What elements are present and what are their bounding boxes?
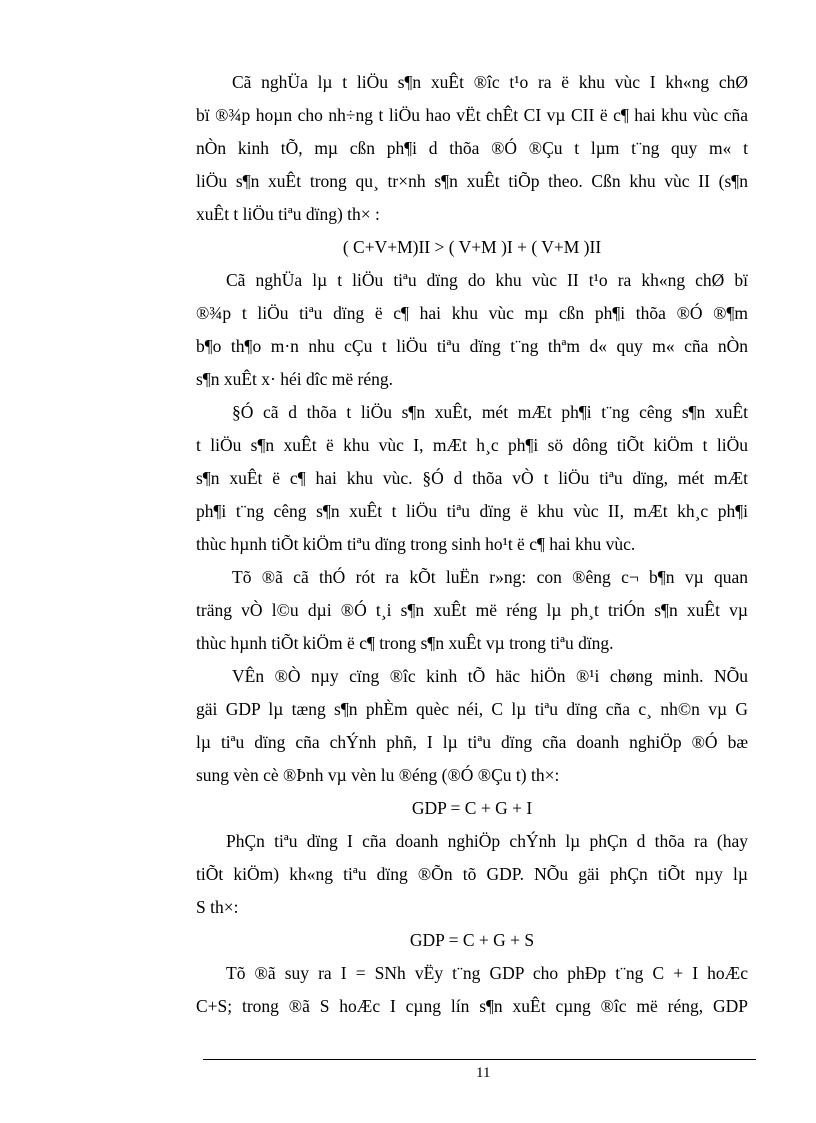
paragraph-line: xuÊt t liÖu tiªu dïng) th× :: [196, 204, 380, 224]
paragraph-line: s¶n xuÊt x· héi dîc më réng.: [196, 369, 393, 389]
paragraph-line: thùc hµnh tiÕt kiÖm ë c¶ trong s¶n xuÊt vµ trong tiªu dïng.: [196, 633, 614, 653]
paragraph-line: Tõ ®ã suy ra I = SNh vËy t¨ng GDP cho phÐp t¨ng C + I hoÆc: [226, 963, 748, 983]
paragraph-line: tiÕt kiÖm) kh«ng tiªu dïng ®Õn tõ GDP. NÕu gäi phÇn tiÕt nµy lµ: [196, 864, 748, 884]
paragraph-line: t liÖu s¶n xuÊt ë khu vùc I, mÆt h¸c ph¶i sö dông tiÕt kiÖm t liÖu: [196, 435, 748, 455]
paragraph-line: Cã nghÜa lµ t liÖu s¶n xuÊt ®îc t¹o ra ë khu vùc I kh«ng chØ: [232, 72, 748, 92]
paragraph-line: ph¶i t¨ng cêng s¶n xuÊt t liÖu tiªu dïng ë khu vùc II, mÆt kh¸c ph¶i: [196, 501, 748, 521]
paragraph-line: b¶o th¶o m·n nhu cÇu t liÖu tiªu dïng t¨ng thªm d« quy m« cña nÒn: [196, 336, 748, 356]
paragraph-line: nÒn kinh tÕ, mµ cßn ph¶i d thõa ®Ó ®Çu t lµm t¨ng quy m« t: [196, 138, 748, 158]
formula-line: GDP = C + G + I: [411, 798, 533, 818]
paragraph-line: VÊn ®Ò nµy cïng ®îc kinh tÕ häc hiÖn ®¹i chøng minh. NÕu: [232, 666, 748, 686]
formula-line: ( C+V+M)II > ( V+M )I + ( V+M )II: [342, 237, 602, 257]
paragraph-line: s¶n xuÊt ë c¶ hai khu vùc. §Ó d thõa vÒ t liÖu tiªu dïng, mét mÆt: [196, 468, 748, 488]
paragraph-line: C+S; trong ®ã S hoÆc I cµng lín s¶n xuÊt cµng ®îc më réng, GDP: [196, 996, 748, 1016]
paragraph-line: lµ tiªu dïng cña chÝnh phñ, I lµ tiªu dïng cña doanh nghiÖp ®Ó bæ: [196, 732, 748, 752]
paragraph-line: träng vÒ l©u dµi ®Ó t¸i s¶n xuÊt më réng lµ ph¸t triÓn s¶n xuÊt vµ: [196, 600, 748, 620]
paragraph-line: thùc hµnh tiÕt kiÖm tiªu dïng trong sinh ho¹t ë c¶ hai khu vùc.: [196, 534, 636, 554]
paragraph-line: sung vèn cè ®Þnh vµ vèn lu ®éng (®Ó ®Çu t) th×:: [196, 765, 560, 785]
paragraph-line: ®¾p t liÖu tiªu dïng ë c¶ hai khu vùc mµ cßn ph¶i thõa ®Ó ®¶m: [196, 303, 748, 323]
paragraph-line: bï ®¾p hoµn cho nh÷ng t liÖu hao vËt chÊt CI vµ CII ë c¶ hai khu vùc cña: [196, 105, 748, 125]
footer-rule: [203, 1059, 756, 1060]
paragraph-line: Tõ ®ã cã thÓ rót ra kÕt luËn r»ng: con ®êng c¬ b¶n vµ quan: [232, 567, 748, 587]
page-number: 11: [476, 1065, 491, 1081]
paragraph-line: Cã nghÜa lµ t liÖu tiªu dïng do khu vùc II t¹o ra kh«ng chØ bï: [226, 270, 748, 290]
paragraph-line: PhÇn tiªu dïng I cña doanh nghiÖp chÝnh lµ phÇn d thõa ra (hay: [226, 831, 748, 851]
paragraph-line: §Ó cã d thõa t liÖu s¶n xuÊt, mét mÆt ph¶i t¨ng cêng s¶n xuÊt: [232, 402, 748, 422]
paragraph-line: liÖu s¶n xuÊt trong qu¸ tr×nh s¶n xuÊt tiÕp theo. Cßn khu vùc II (s¶n: [196, 171, 748, 191]
paragraph-line: gäi GDP lµ tæng s¶n phÈm quèc néi, C lµ tiªu dïng cña c¸ nh©n vµ G: [196, 699, 748, 719]
paragraph-line: S th×:: [196, 897, 239, 917]
formula-line: GDP = C + G + S: [409, 930, 535, 950]
